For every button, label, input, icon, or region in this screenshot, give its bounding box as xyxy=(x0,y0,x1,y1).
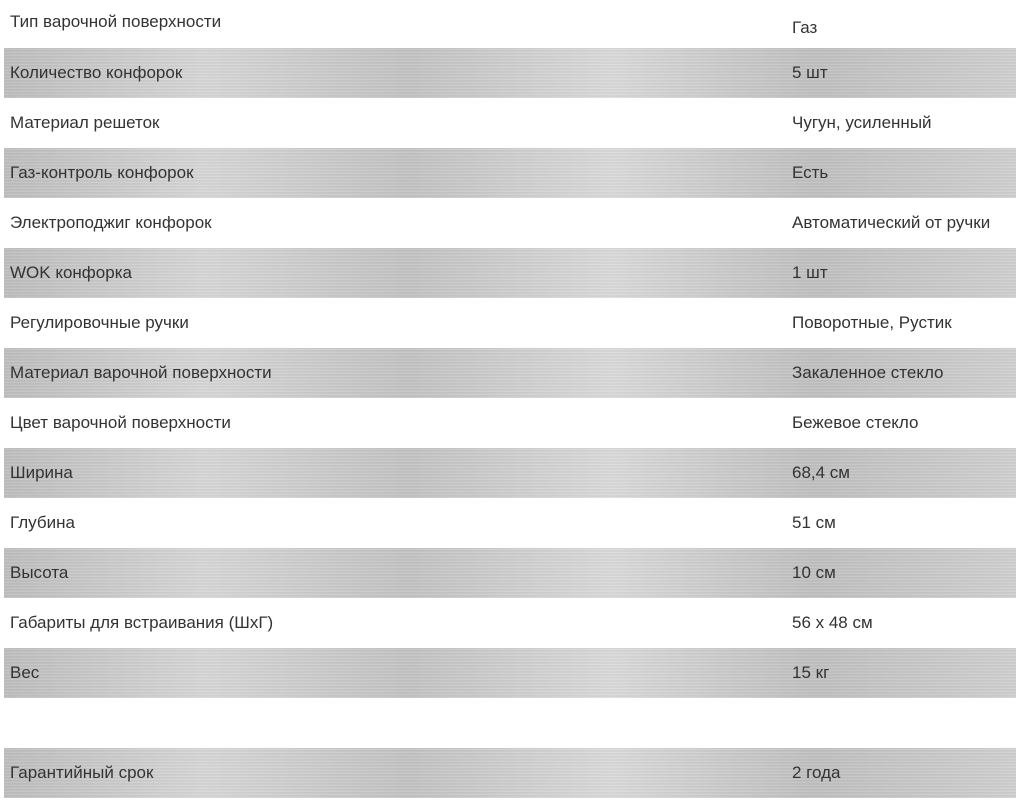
spec-label: WOK конфорка xyxy=(10,263,132,282)
spec-label: Габариты для встраивания (ШхГ) xyxy=(10,613,274,632)
spec-label: Глубина xyxy=(10,513,75,532)
spec-label: Электроподжиг конфорок xyxy=(10,213,212,232)
warranty-label: Гарантийный срок xyxy=(10,763,154,782)
spec-row xyxy=(4,298,1016,348)
spec-label: Количество конфорок xyxy=(10,63,183,82)
spec-value: 5 шт xyxy=(792,63,828,82)
spec-row xyxy=(4,48,1016,98)
spec-value: Чугун, усиленный xyxy=(792,113,932,132)
spec-value: Газ xyxy=(792,18,818,37)
spec-label: Ширина xyxy=(10,463,73,482)
spec-row xyxy=(4,148,1016,198)
warranty-value: 2 года xyxy=(792,763,841,782)
spec-row xyxy=(4,248,1016,298)
spec-label: Материал варочной поверхности xyxy=(10,363,272,382)
spec-value: Есть xyxy=(792,163,829,182)
spec-value: Автоматический от ручки xyxy=(792,213,991,232)
spec-label: Тип варочной поверхности xyxy=(10,12,222,31)
spec-row xyxy=(4,498,1016,548)
spec-row xyxy=(4,0,1016,48)
spec-label: Газ-контроль конфорок xyxy=(10,163,194,182)
spec-value: Бежевое стекло xyxy=(792,413,919,432)
spec-label: Регулировочные ручки xyxy=(10,313,189,332)
spec-value: Поворотные, Рустик xyxy=(792,313,952,332)
spec-label: Цвет варочной поверхности xyxy=(10,413,231,432)
spec-row xyxy=(4,648,1016,698)
spacer-row xyxy=(4,698,1016,748)
spec-label: Вес xyxy=(10,663,40,682)
spec-value: Закаленное стекло xyxy=(792,363,944,382)
spec-value: 15 кг xyxy=(792,663,830,682)
warranty-row xyxy=(4,748,1016,798)
spec-row xyxy=(4,398,1016,448)
spec-value: 56 х 48 см xyxy=(792,613,873,632)
spec-row xyxy=(4,98,1016,148)
spec-value: 68,4 см xyxy=(792,463,850,482)
spec-value: 10 см xyxy=(792,563,836,582)
spec-row xyxy=(4,548,1016,598)
spec-row xyxy=(4,198,1016,248)
spec-row xyxy=(4,598,1016,648)
spec-value: 1 шт xyxy=(792,263,828,282)
spec-label: Высота xyxy=(10,563,69,582)
spec-label: Материал решеток xyxy=(10,113,160,132)
spec-value: 51 см xyxy=(792,513,836,532)
spec-table xyxy=(4,0,1016,798)
spec-row xyxy=(4,448,1016,498)
spec-row xyxy=(4,348,1016,398)
